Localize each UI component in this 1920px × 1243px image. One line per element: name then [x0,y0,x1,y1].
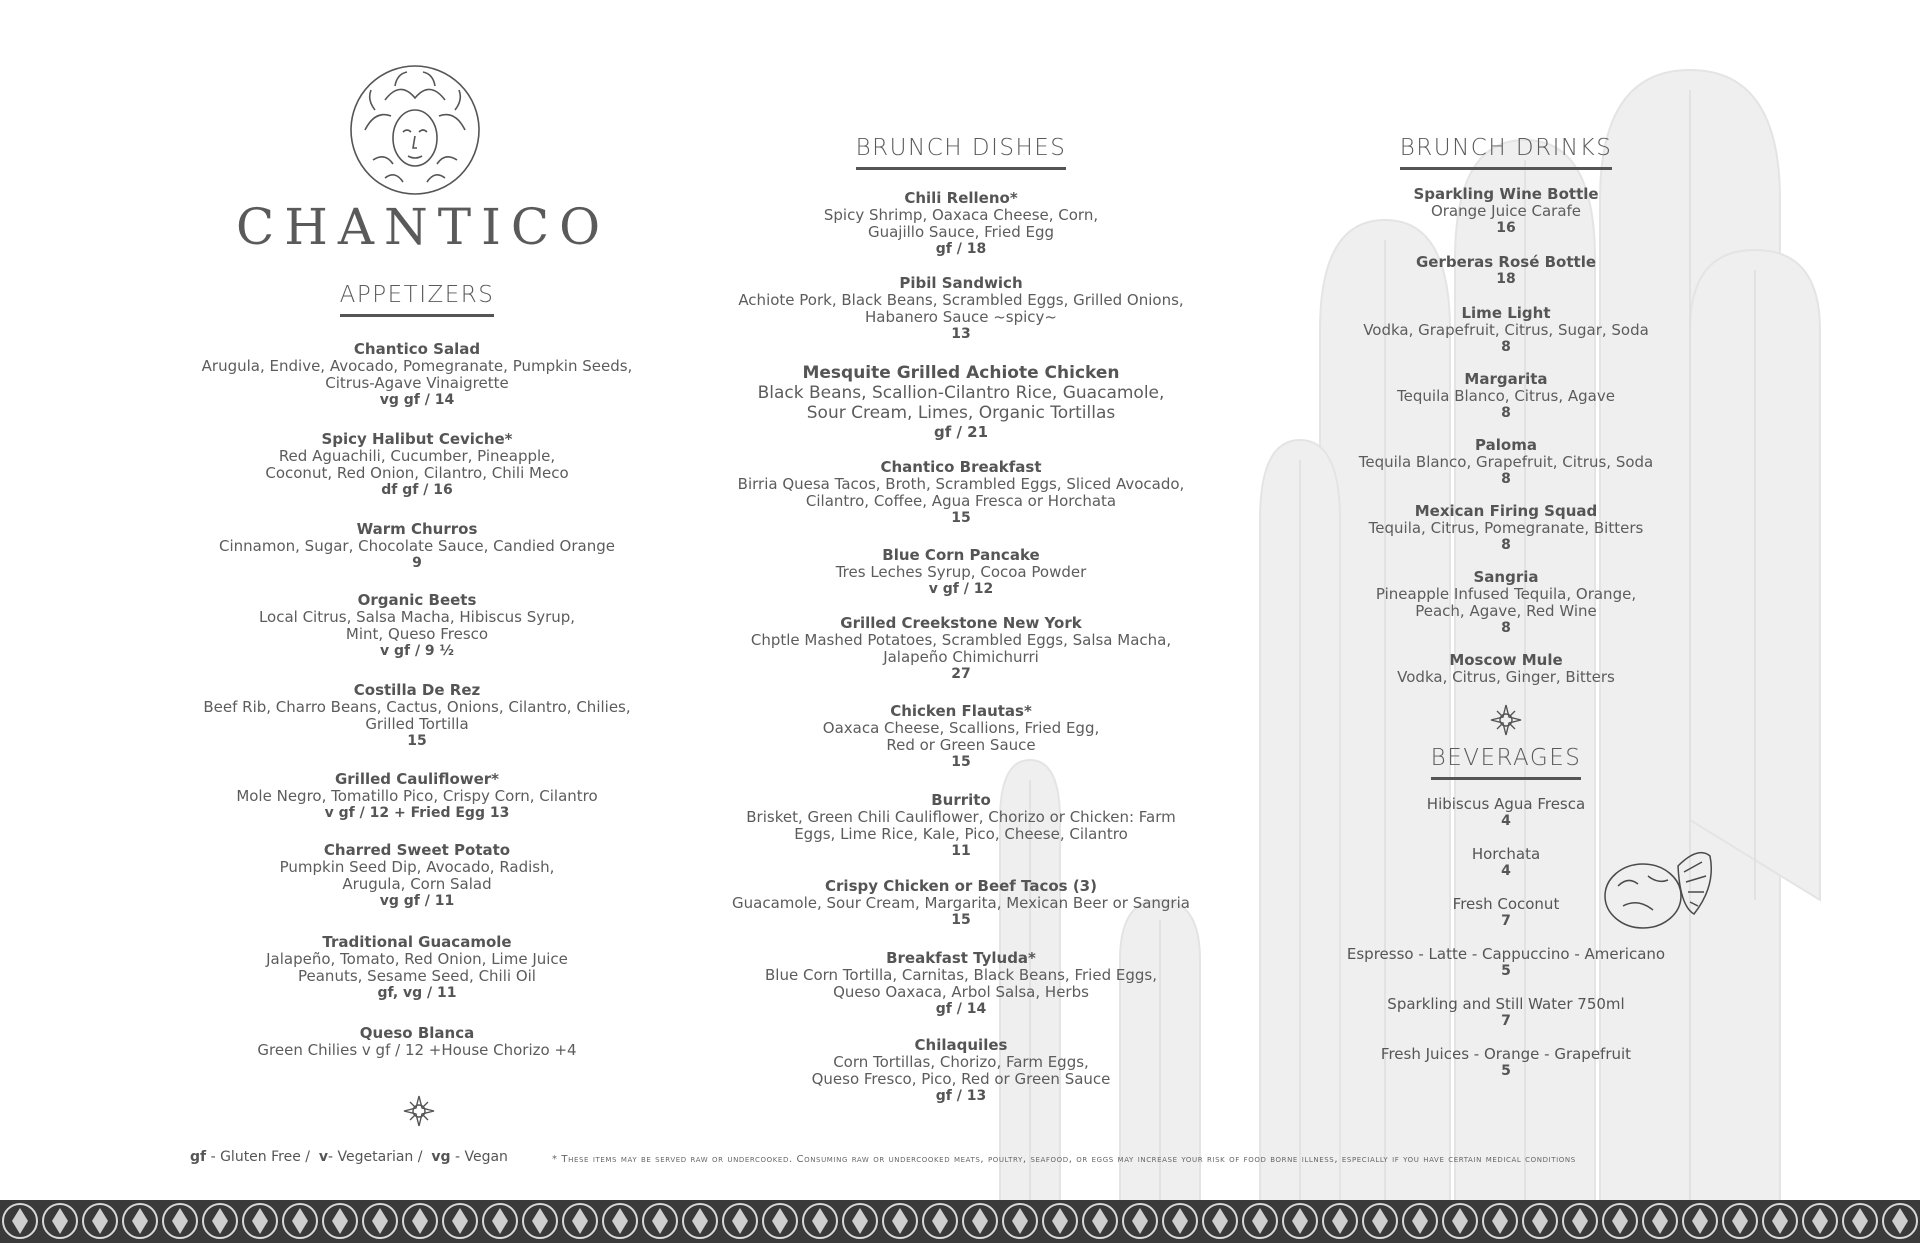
item-description: Tequila Blanco, Grapefruit, Citrus, Soda [1358,453,1654,471]
lime-illustration-icon [1598,836,1718,936]
item-price: v gf / 12 + Fried Egg 13 [324,805,510,821]
item-price: 13 [951,326,971,342]
item-description: Red or Green Sauce [886,736,1036,754]
dietary-legend [190,1149,508,1165]
item-name: Breakfast Tyluda* [886,949,1036,967]
item-price: v gf / 12 [928,581,994,597]
item-description: Pumpkin Seed Dip, Avocado, Radish, [279,858,555,876]
item-name: Margarita [1464,370,1548,388]
legend-gf-text: - Gluten Free / [206,1149,319,1165]
raw-food-disclaimer: * These items may be served raw or undercooked. Consuming raw or undercooked meats, poultry, seafood, or eggs may increase your risk of food borne illness, especially if you have certain medical conditions [552,1154,1576,1165]
menu-item [200,682,634,750]
item-name: Queso Blanca [359,1024,475,1042]
item-description: Tres Leches Syrup, Cocoa Powder [835,563,1087,581]
menu-item [1340,946,1672,980]
compass-ornament-icon [1490,704,1522,736]
item-name: Espresso - Latte - Cappuccino - Americano [1346,945,1666,963]
tile-pattern-border [0,1200,1920,1243]
item-name: Burrito [931,791,991,809]
item-price: 15 [951,510,971,526]
menu-item [1340,437,1672,488]
beverages-title: BEVERAGES [1431,745,1582,780]
item-description: Mole Negro, Tomatillo Pico, Crispy Corn, Cilantro [236,787,598,805]
menu-item [200,1025,634,1059]
menu-item [1340,254,1672,288]
item-description: Grilled Tortilla [365,715,469,733]
item-description: Red Aguachili, Cucumber, Pineapple, [278,447,556,465]
item-price: vg gf / 11 [379,893,455,909]
item-description: Peach, Agave, Red Wine [1415,602,1597,620]
item-name: Crispy Chicken or Beef Tacos (3) [825,877,1097,895]
item-name: Grilled Creekstone New York [840,614,1082,632]
item-name: Fresh Coconut [1452,895,1560,913]
menu-item [200,431,634,499]
item-description: Blue Corn Tortilla, Carnitas, Black Beans, Fried Eggs, [765,966,1157,984]
item-price: 27 [951,666,971,682]
item-price: 15 [951,754,971,770]
appetizers-section [200,282,634,1059]
item-description: Queso Oaxaca, Arbol Salsa, Herbs [833,983,1089,1001]
woman-face-leaves-logo-icon [345,60,485,200]
item-name: Spicy Halibut Ceviche* [321,430,513,448]
item-description: Arugula, Endive, Avocado, Pomegranate, Pumpkin Seeds, [201,357,633,375]
item-description: Vodka, Grapefruit, Citrus, Sugar, Soda [1363,321,1649,339]
brunch-dishes-title: BRUNCH DISHES [856,135,1067,170]
item-description: Chptle Mashed Potatoes, Scrambled Eggs, Salsa Macha, [750,631,1172,649]
item-name: Horchata [1471,845,1541,863]
item-name: Paloma [1475,436,1537,454]
item-name: Warm Churros [356,520,478,538]
item-name: Blue Corn Pancake [882,546,1040,564]
item-description: Spicy Shrimp, Oaxaca Cheese, Corn, [823,206,1099,224]
item-price: 8 [1501,471,1511,487]
item-price: 8 [1501,405,1511,421]
item-price: 15 [951,912,971,928]
menu-item [200,592,634,660]
brunch-dishes-section [730,135,1192,1105]
item-price: gf / 13 [935,1088,987,1104]
item-description: Cinnamon, Sugar, Chocolate Sauce, Candied Orange [219,537,615,555]
item-name: Mexican Firing Squad [1414,502,1598,520]
item-price: gf, vg / 11 [377,985,457,1001]
item-price: gf / 21 [933,423,989,441]
item-price: 9 [412,555,422,571]
item-name: Sparkling Wine Bottle [1413,185,1599,203]
item-name: Organic Beets [357,591,477,609]
menu-item [730,950,1192,1018]
brunch-drinks-title: BRUNCH DRINKS [1400,135,1613,170]
item-name: Gerberas Rosé Bottle [1415,253,1597,271]
item-description: Vodka, Citrus, Ginger, Bitters [1397,668,1615,686]
legend-v-text: - Vegetarian / [328,1149,432,1165]
item-description: Birria Quesa Tacos, Broth, Scrambled Eggs, Sliced Avocado, [737,475,1185,493]
menu-item [1340,569,1672,637]
item-description: Queso Fresco, Pico, Red or Green Sauce [811,1070,1111,1088]
brunch-drinks-section [1340,135,1672,686]
menu-item [1340,371,1672,422]
item-price: gf / 14 [935,1001,987,1017]
menu-item [1340,652,1672,686]
menu-item [200,521,634,572]
item-name: Chilaquiles [914,1036,1008,1054]
item-name: Charred Sweet Potato [323,841,511,859]
item-description: Brisket, Green Chili Cauliflower, Chorizo or Chicken: Farm [746,808,1176,826]
item-price: df gf / 16 [381,482,453,498]
item-name: Mesquite Grilled Achiote Chicken [802,363,1120,383]
item-price: 8 [1501,620,1511,636]
item-description: Coconut, Red Onion, Cilantro, Chili Meco [265,464,569,482]
menu-item [1340,305,1672,356]
item-description: Tequila Blanco, Citrus, Agave [1397,387,1615,405]
menu-item [730,275,1192,343]
menu-item [1340,503,1672,554]
item-name: Hibiscus Agua Fresca [1426,795,1586,813]
item-price: 18 [1496,271,1516,287]
compass-ornament-icon [403,1095,435,1127]
item-name: Chantico Breakfast [880,458,1042,476]
item-name: Lime Light [1461,304,1551,322]
menu-item [730,615,1192,683]
legend-vg-key: vg [431,1149,451,1165]
item-description: Corn Tortillas, Chorizo, Farm Eggs, [833,1053,1089,1071]
item-price: 5 [1501,963,1511,979]
menu-item [1340,996,1672,1030]
menu-item [730,792,1192,860]
appetizers-title: APPETIZERS [340,282,495,317]
menu-item [730,878,1192,929]
brand-name: CHANTICO [236,198,611,256]
item-price: 7 [1501,1013,1511,1029]
item-description: Guajillo Sauce, Fried Egg [867,223,1055,241]
item-description: Jalapeño, Tomato, Red Onion, Lime Juice [266,950,568,968]
item-price: 4 [1501,813,1511,829]
item-description: Achiote Pork, Black Beans, Scrambled Eggs, Grilled Onions, [738,291,1184,309]
menu-item [730,1037,1192,1105]
item-name: Chantico Salad [353,340,481,358]
menu-item [1340,796,1672,830]
item-description: Arugula, Corn Salad [342,875,492,893]
item-price: 5 [1501,1063,1511,1079]
item-price: 15 [407,733,427,749]
menu-item [730,547,1192,598]
item-description: Guacamole, Sour Cream, Margarita, Mexican Beer or Sangria [732,894,1190,912]
menu-item [200,934,634,1002]
item-price: 8 [1501,537,1511,553]
legend-v-key: v [318,1149,329,1165]
menu-item [1340,1046,1672,1080]
menu-item [200,842,634,910]
item-name: Chicken Flautas* [890,702,1032,720]
item-description: Habanero Sauce ~spicy~ [865,308,1057,326]
item-name: Chili Relleno* [904,189,1018,207]
item-description: Green Chilies v gf / 12 +House Chorizo +4 [257,1041,577,1059]
menu-item [730,703,1192,771]
item-price: 4 [1501,863,1511,879]
item-description: Cilantro, Coffee, Agua Fresca or Horchata [805,492,1117,510]
item-price: vg gf / 14 [379,392,455,408]
item-price: gf / 18 [935,241,987,257]
item-name: Pibil Sandwich [899,274,1023,292]
menu-item [730,459,1192,527]
item-price: v gf / 9 ½ [379,643,455,659]
item-description: Sour Cream, Limes, Organic Tortillas [806,403,1116,423]
item-description: Beef Rib, Charro Beans, Cactus, Onions, Cilantro, Chilies, [203,698,631,716]
item-name: Costilla De Rez [353,681,481,699]
item-description: Black Beans, Scallion-Cilantro Rice, Guacamole, [757,383,1165,403]
menu-item [730,190,1192,258]
item-name: Sparkling and Still Water 750ml [1387,995,1625,1013]
item-description: Peanuts, Sesame Seed, Chili Oil [298,967,536,985]
item-name: Moscow Mule [1449,651,1563,669]
item-name: Traditional Guacamole [322,933,512,951]
item-price: 16 [1496,220,1516,236]
item-description: Local Citrus, Salsa Macha, Hibiscus Syrup, [258,608,576,626]
legend-gf-key: gf [190,1149,207,1165]
item-description: Mint, Queso Fresco [345,625,489,643]
menu-item [200,341,634,409]
item-price: 7 [1501,913,1511,929]
item-description: Orange Juice Carafe [1430,202,1582,220]
item-price: 11 [951,843,971,859]
item-description: Pineapple Infused Tequila, Orange, [1375,585,1637,603]
item-description: Citrus-Agave Vinaigrette [325,374,509,392]
menu-item [1340,186,1672,237]
item-name: Fresh Juices - Orange - Grapefruit [1380,1045,1632,1063]
item-description: Jalapeño Chimichurri [883,648,1039,666]
item-name: Grilled Cauliflower* [334,770,500,788]
menu-item [730,363,1192,442]
item-price: 8 [1501,339,1511,355]
item-name: Sangria [1473,568,1539,586]
item-description: Eggs, Lime Rice, Kale, Pico, Cheese, Cilantro [794,825,1128,843]
menu-item [200,771,634,822]
item-description: Tequila, Citrus, Pomegranate, Bitters [1368,519,1644,537]
legend-vg-text: - Vegan [450,1149,508,1165]
item-description: Oaxaca Cheese, Scallions, Fried Egg, [822,719,1100,737]
